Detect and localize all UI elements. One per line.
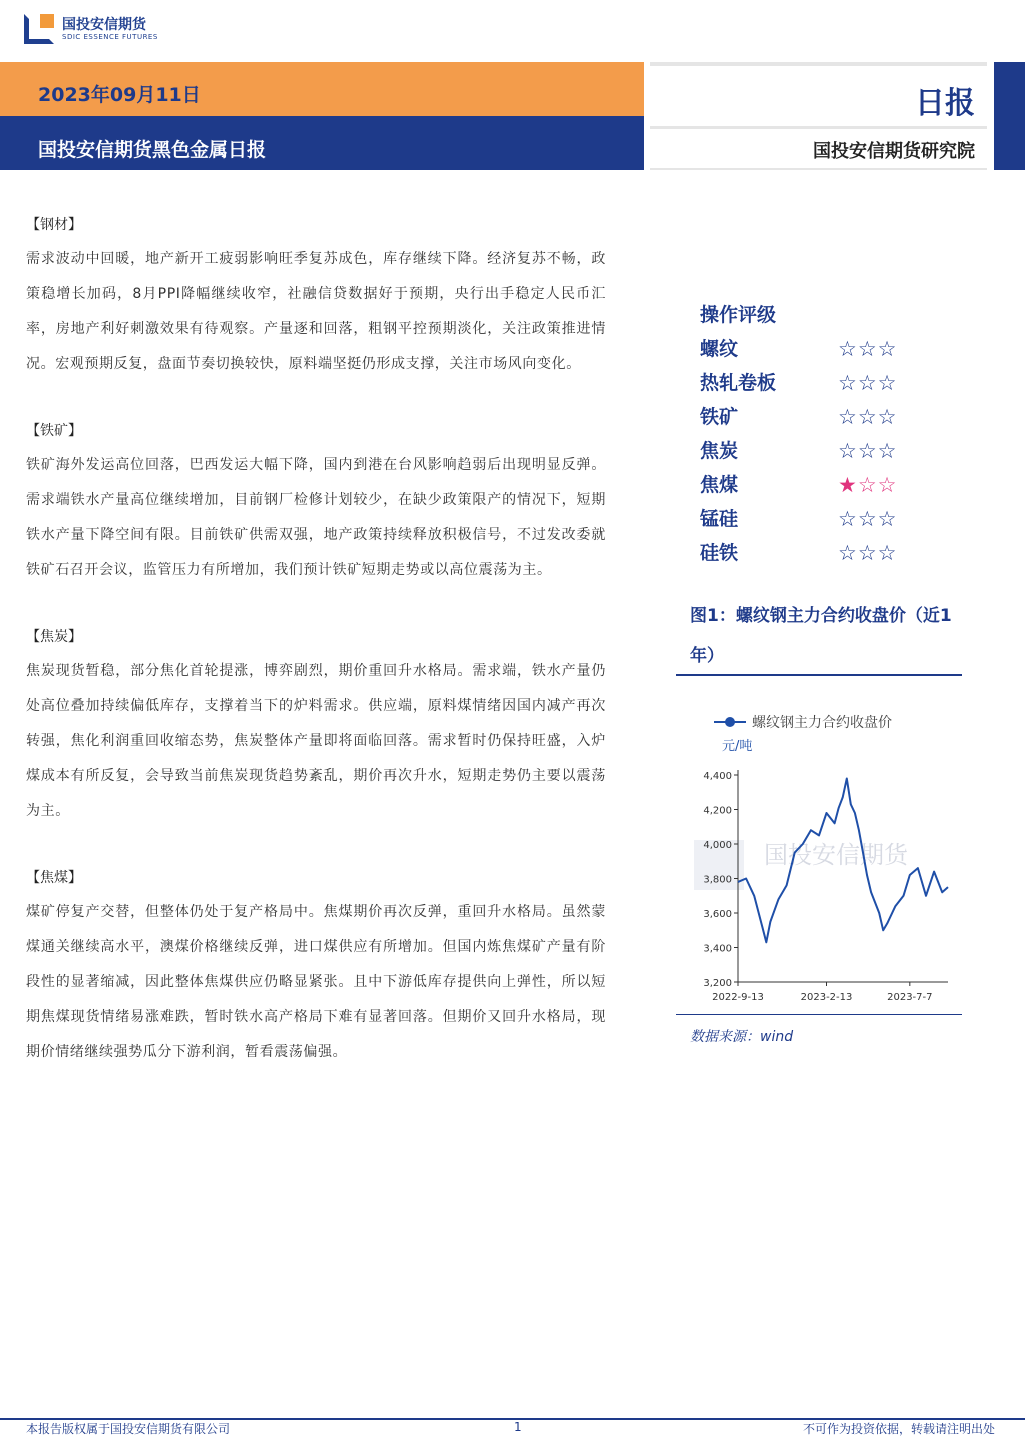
logo-mark-icon xyxy=(24,14,54,44)
y-tick-label: 4,200 xyxy=(703,805,732,817)
star-outline-icon: ☆ xyxy=(857,439,878,463)
daily-label: 日报 xyxy=(915,86,975,121)
section-coke xyxy=(26,620,606,829)
main-content xyxy=(26,208,606,1102)
rating-row xyxy=(700,434,960,468)
footer-copyright: 本报告版权属于国投安信期货有限公司 xyxy=(26,1422,231,1436)
header-divider xyxy=(650,126,987,129)
logo-cn: 国投安信期货 xyxy=(62,16,146,33)
header-side-bar xyxy=(994,62,1025,170)
y-tick-label: 3,800 xyxy=(703,874,732,886)
star-outline-icon: ☆ xyxy=(857,405,878,429)
data-source: 数据来源：wind xyxy=(690,1029,794,1045)
star-outline-icon: ☆ xyxy=(857,507,878,531)
rating-name: 锰硅 xyxy=(700,508,739,530)
report-title: 国投安信期货黑色金属日报 xyxy=(38,139,267,161)
section-body: 需求波动中回暖，地产新开工疲弱影响旺季复苏成色，库存继续下降。经济复苏不畅，政策稳增长加码，8月PPI降幅继续收窄，社融信贷数据好于预期，央行出手稳定人民币汇率，房地产利好刺激效果有待观察。产量逐和回落，粗钢平控预期淡化，关注政策推进情况。宏观预期反复，盘面节奏切换较快，原料端坚挺仍形成支撑，关注市场风向变化。 xyxy=(26,251,606,372)
star-outline-icon: ☆ xyxy=(857,541,878,565)
figure-title: 图1：螺纹钢主力合约收盘价（近1年） xyxy=(690,606,952,666)
rating-row xyxy=(700,468,960,502)
star-filled-icon: ★ xyxy=(838,473,858,497)
star-outline-icon: ☆ xyxy=(838,507,858,531)
rating-name: 热轧卷板 xyxy=(700,372,777,394)
star-outline-icon: ☆ xyxy=(857,371,878,395)
section-heading: 【钢材】 xyxy=(26,217,82,233)
section-heading: 【焦煤】 xyxy=(26,870,82,886)
rating-name: 焦煤 xyxy=(700,474,739,496)
section-body: 煤矿停复产交替，但整体仍处于复产格局中。焦煤期价再次反弹，重回升水格局。虽然蒙煤通关继续高水平，澳煤价格继续反弹，进口煤供应有所增加。但国内炼焦煤矿产量有阶段性的显著缩减，因此整体焦煤供应仍略显紧张。且中下游低库存提供向上弹性，所以短期焦煤现货情绪易涨难跌，暂时铁水高产格局下难有显著回落。但期价又回升水格局，现期价情绪继续强势瓜分下游利润，暂看震荡偏强。 xyxy=(26,904,606,1060)
y-tick-label: 4,000 xyxy=(703,840,732,851)
section-body: 焦炭现货暂稳，部分焦化首轮提涨，博弈剧烈，期价重回升水格局。需求端，铁水产量仍处高位叠加持续偏低库存，支撑着当下的炉料需求。供应端，原料煤情绪因国内减产再次转强，焦化利润重回收缩态势，焦炭整体产量即将面临回落。需求暂时仍保持旺盛，入炉煤成本有所反复，会导致当前焦炭现货趋势紊乱，期价再次升水，短期走势仍主要以震荡为主。 xyxy=(26,663,606,819)
header-divider xyxy=(650,62,987,66)
star-outline-icon: ☆ xyxy=(877,439,898,463)
section-steel xyxy=(26,208,606,382)
rating-name: 铁矿 xyxy=(700,406,739,428)
star-outline-icon: ☆ xyxy=(877,507,898,531)
y-axis-unit: 元/吨 xyxy=(722,739,753,754)
rating-stars xyxy=(838,536,897,570)
report-date: 2023年09月11日 xyxy=(38,84,201,106)
star-outline-icon: ☆ xyxy=(877,337,898,361)
star-outline-icon: ☆ xyxy=(857,337,878,361)
rating-stars xyxy=(838,400,897,434)
footer-disclaimer: 不可作为投资依据，转载请注明出处 xyxy=(802,1422,995,1436)
x-tick-label: 2022-9-13 xyxy=(712,992,764,1003)
rating-row xyxy=(700,332,960,366)
institute-name: 国投安信期货研究院 xyxy=(813,141,975,162)
rating-name: 螺纹 xyxy=(700,338,739,360)
company-logo xyxy=(24,14,158,44)
star-outline-icon: ☆ xyxy=(838,405,858,429)
rating-panel xyxy=(700,298,960,570)
section-iron-ore xyxy=(26,414,606,588)
rebar-price-chart xyxy=(680,700,962,1010)
x-tick-label: 2023-2-13 xyxy=(800,992,853,1003)
star-outline-icon: ☆ xyxy=(877,473,898,497)
rating-stars xyxy=(838,332,897,366)
star-outline-icon: ☆ xyxy=(838,439,858,463)
x-tick-label: 2023-7-7 xyxy=(887,992,933,1003)
rating-row xyxy=(700,366,960,400)
figure-rule xyxy=(676,1014,962,1015)
star-outline-icon: ☆ xyxy=(838,541,858,565)
logo-en: SDIC ESSENCE FUTURES xyxy=(62,32,158,41)
rating-stars xyxy=(838,502,897,536)
rating-name: 焦炭 xyxy=(700,440,739,462)
rating-row xyxy=(700,400,960,434)
y-tick-label: 3,600 xyxy=(703,909,732,920)
y-tick-label: 4,400 xyxy=(703,771,732,782)
legend-marker-icon xyxy=(725,717,735,727)
rating-stars xyxy=(838,366,897,400)
rating-stars xyxy=(838,434,897,468)
section-heading: 【铁矿】 xyxy=(26,423,82,439)
star-outline-icon: ☆ xyxy=(877,371,898,395)
star-outline-icon: ☆ xyxy=(877,405,898,429)
figure-rule xyxy=(676,674,962,676)
rating-row xyxy=(700,536,960,570)
y-tick-label: 3,400 xyxy=(703,943,732,955)
rating-row xyxy=(700,502,960,536)
y-tick-label: 3,200 xyxy=(703,978,732,989)
rating-stars xyxy=(838,468,897,502)
star-outline-icon: ☆ xyxy=(857,473,878,497)
star-outline-icon: ☆ xyxy=(838,337,858,361)
star-outline-icon: ☆ xyxy=(838,371,858,395)
section-body: 铁矿海外发运高位回落，巴西发运大幅下降，国内到港在台风影响趋弱后出现明显反弹。需求端铁水产量高位继续增加，目前钢厂检修计划较少，在缺少政策限产的情况下，短期铁水产量下降空间有限。目前铁矿供需双强，地产政策持续释放积极信号，不过发改委就铁矿石召开会议，监管压力有所增加，我们预计铁矿短期走势或以高位震荡为主。 xyxy=(26,457,606,578)
header-divider xyxy=(650,168,987,170)
rating-title: 操作评级 xyxy=(700,304,777,326)
section-coking-coal xyxy=(26,861,606,1070)
rating-name: 硅铁 xyxy=(700,542,739,564)
legend-label: 螺纹钢主力合约收盘价 xyxy=(752,715,892,731)
chart-watermark: 国投安信期货 xyxy=(764,841,908,869)
section-heading: 【焦炭】 xyxy=(26,629,82,645)
star-outline-icon: ☆ xyxy=(877,541,898,565)
page-number: 1 xyxy=(514,1420,522,1434)
